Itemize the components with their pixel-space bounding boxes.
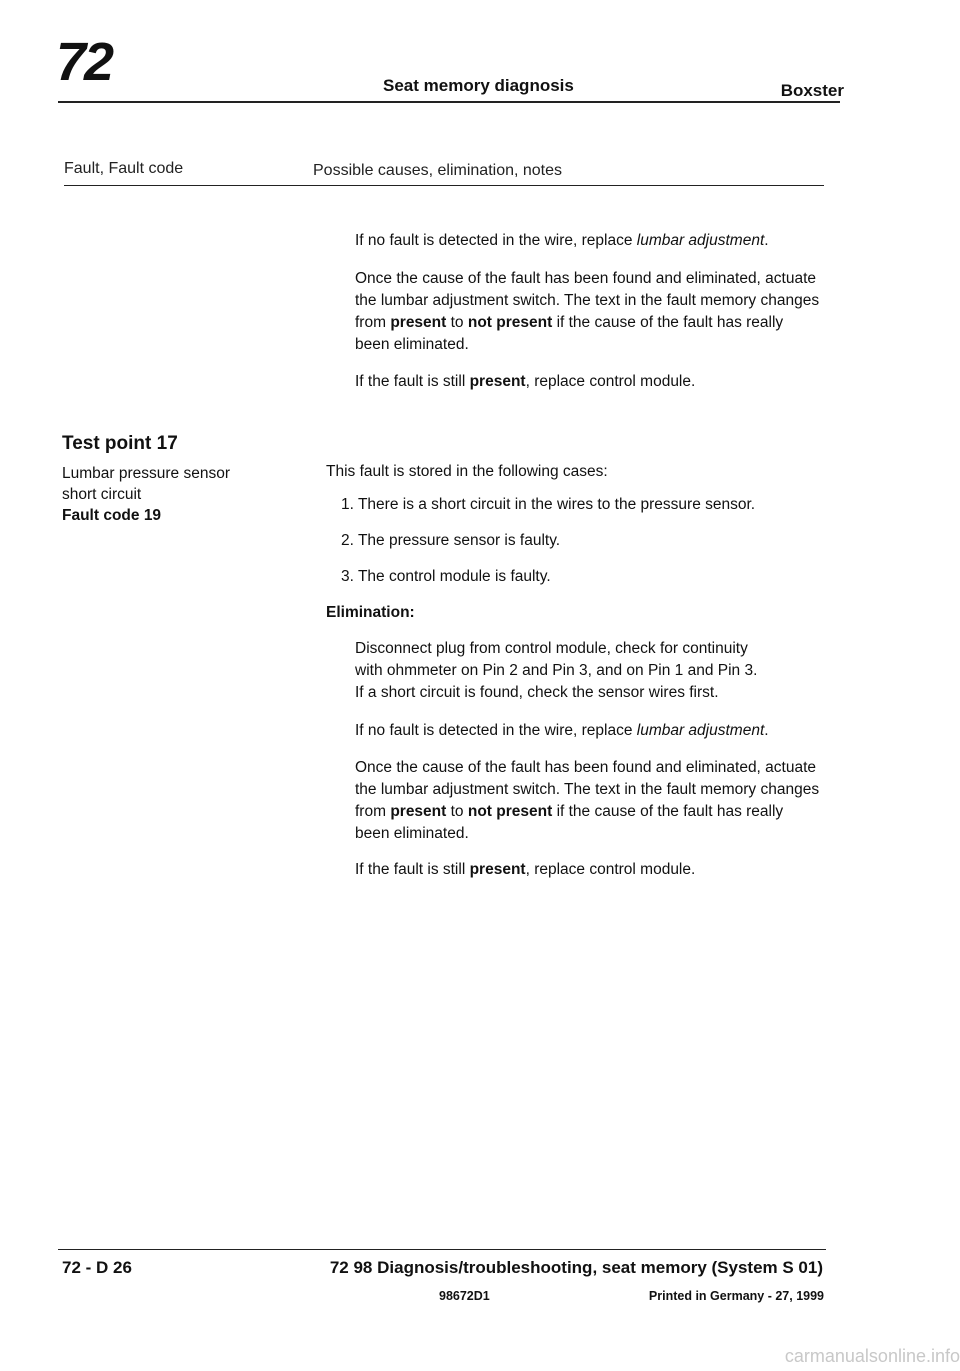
footer-title: 72 98 Diagnosis/troubleshooting, seat memory (System S 01)	[329, 1258, 823, 1277]
page-number: 72 - D 26	[62, 1258, 132, 1277]
watermark: carmanualsonline.info	[784, 1346, 960, 1366]
document-code: 98672D1	[439, 1289, 490, 1303]
model-name: Boxster	[780, 81, 844, 100]
paragraph-replace-lumbar: If no fault is detected in the wire, replace lumbar adjustment.	[355, 232, 769, 249]
paragraph-replace-lumbar: If no fault is detected in the wire, replace lumbar adjustment.	[355, 722, 769, 739]
group-number: 72	[56, 32, 113, 92]
paragraph-disconnect-plug: Disconnect plug from control module, check for continuity with ohmmeter on Pin 2 and Pin 3, and on Pin 1 and Pin 3. If a short circuit is found, check the sensor wires first.	[355, 640, 758, 701]
test-point-title: Test point 17	[62, 433, 178, 454]
paragraph-actuate-switch: Once the cause of the fault has been found and eliminated, actuate the lumbar adjustment switch. The text in the fault memory changes from present to not present if the cause of the fault has really been eliminated.	[355, 759, 820, 842]
print-info: Printed in Germany - 27, 1999	[648, 1289, 824, 1303]
elimination-heading: Elimination:	[326, 604, 415, 621]
page-title: Seat memory diagnosis	[383, 76, 574, 95]
paragraph-replace-module: If the fault is still present, replace control module.	[355, 373, 696, 390]
paragraph-replace-module: If the fault is still present, replace control module.	[355, 861, 696, 878]
column-header-fault: Fault, Fault code	[64, 160, 184, 177]
footer-divider	[58, 1249, 826, 1250]
list-item: 3. The control module is faulty.	[341, 568, 551, 585]
fault-code: Fault code 19	[62, 507, 162, 524]
paragraph-stored-cases: This fault is stored in the following cases:	[326, 463, 608, 480]
list-item: 1. There is a short circuit in the wires to the pressure sensor.	[341, 496, 756, 513]
column-header-causes: Possible causes, elimination, notes	[313, 162, 563, 179]
test-point-description: Lumbar pressure sensor short circuit	[62, 465, 230, 503]
list-item: 2. The pressure sensor is faulty.	[341, 532, 561, 549]
column-divider	[64, 185, 824, 186]
paragraph-actuate-switch: Once the cause of the fault has been found and eliminated, actuate the lumbar adjustment switch. The text in the fault memory changes from present to not present if the cause of the fault has really been eliminated.	[355, 270, 820, 353]
header-divider	[58, 101, 840, 103]
